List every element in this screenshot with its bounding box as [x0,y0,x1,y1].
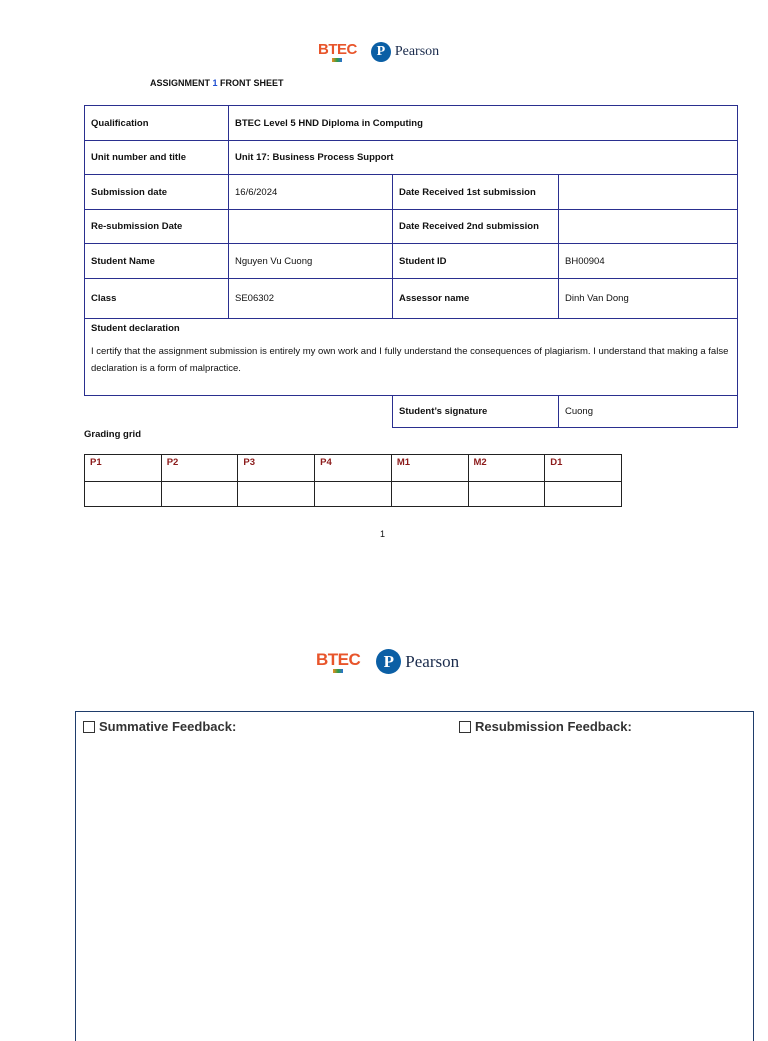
student-id-value: BH00904 [559,244,738,279]
assessor-value: Dinh Van Dong [559,279,738,319]
date-received-1-value [559,175,738,210]
student-name-label: Student Name [85,244,229,279]
signature-value: Cuong [559,396,738,428]
declaration-cell [85,319,738,396]
date-received-1-label: Date Received 1st submission [393,175,559,210]
date-received-2-value [559,210,738,244]
grade-cell [238,482,315,507]
grading-header-row [85,455,622,482]
btec-logo-text: BTEC [318,41,357,58]
pearson-logo [371,42,439,62]
grade-header: M2 [468,455,545,482]
header-logos [318,42,439,62]
summative-feedback [83,719,236,734]
grade-cell [315,482,392,507]
grade-cell [161,482,238,507]
fpt-alliance-mark [333,669,343,673]
qualification-label: Qualification [85,106,229,141]
grade-header: P2 [161,455,238,482]
unit-value: Unit 17: Business Process Support [229,141,738,175]
signature-spacer [85,396,393,428]
grade-cell [468,482,545,507]
grade-cell [391,482,468,507]
grade-header: D1 [545,455,622,482]
declaration-title: Student declaration [91,323,180,334]
pearson-logo-text: Pearson [394,44,440,59]
front-sheet-table [84,105,738,428]
grade-header: P3 [238,455,315,482]
grade-cell [85,482,162,507]
resubmission-value [229,210,393,244]
pearson-p-icon: P [376,649,401,674]
grade-cell [545,482,622,507]
qualification-row [85,106,738,141]
student-name-value: Nguyen Vu Cuong [229,244,393,279]
btec-logo-text: BTEC [316,649,361,669]
fpt-alliance-mark [332,58,342,62]
qualification-value: BTEC Level 5 HND Diploma in Computing [229,106,738,141]
page2-header-logos [316,649,459,674]
submission-date-label: Submission date [85,175,229,210]
signature-label: Student’s signature [393,396,559,428]
class-label: Class [85,279,229,319]
signature-row [85,396,738,428]
pearson-logo [376,649,459,674]
pearson-p-icon: P [371,42,391,62]
resubmission-label: Re-submission Date [85,210,229,244]
resubmission-feedback-label: Resubmission Feedback: [475,719,632,734]
student-row [85,244,738,279]
resubmission-feedback [459,719,632,734]
pearson-logo-text: Pearson [405,651,460,671]
class-value: SE06302 [229,279,393,319]
submission-date-value: 16/6/2024 [229,175,393,210]
submission-row [85,175,738,210]
student-id-label: Student ID [393,244,559,279]
grading-value-row [85,482,622,507]
grading-grid-title: Grading grid [84,429,141,440]
class-row [85,279,738,319]
declaration-row [85,319,738,396]
btec-logo [318,42,357,62]
unit-label: Unit number and title [85,141,229,175]
summative-feedback-label: Summative Feedback: [99,719,237,734]
resubmission-row [85,210,738,244]
resubmission-checkbox-icon[interactable] [459,721,471,733]
feedback-box [75,711,754,1041]
assessor-label: Assessor name [393,279,559,319]
grade-header: M1 [391,455,468,482]
declaration-text: I certify that the assignment submission is entirely my own work and I fully understand the consequences of plagiarism. I understand that making a false declaration is a form of malpractice. [91,346,729,374]
grade-header: P4 [315,455,392,482]
summative-checkbox-icon[interactable] [83,721,95,733]
page-number: 1 [380,529,386,539]
grade-header: P1 [85,455,162,482]
date-received-2-label: Date Received 2nd submission [393,210,559,244]
assignment-title: ASSIGNMENT 1 FRONT SHEET [150,78,284,88]
btec-logo [316,651,360,673]
grading-grid-table [84,454,622,507]
unit-row [85,141,738,175]
